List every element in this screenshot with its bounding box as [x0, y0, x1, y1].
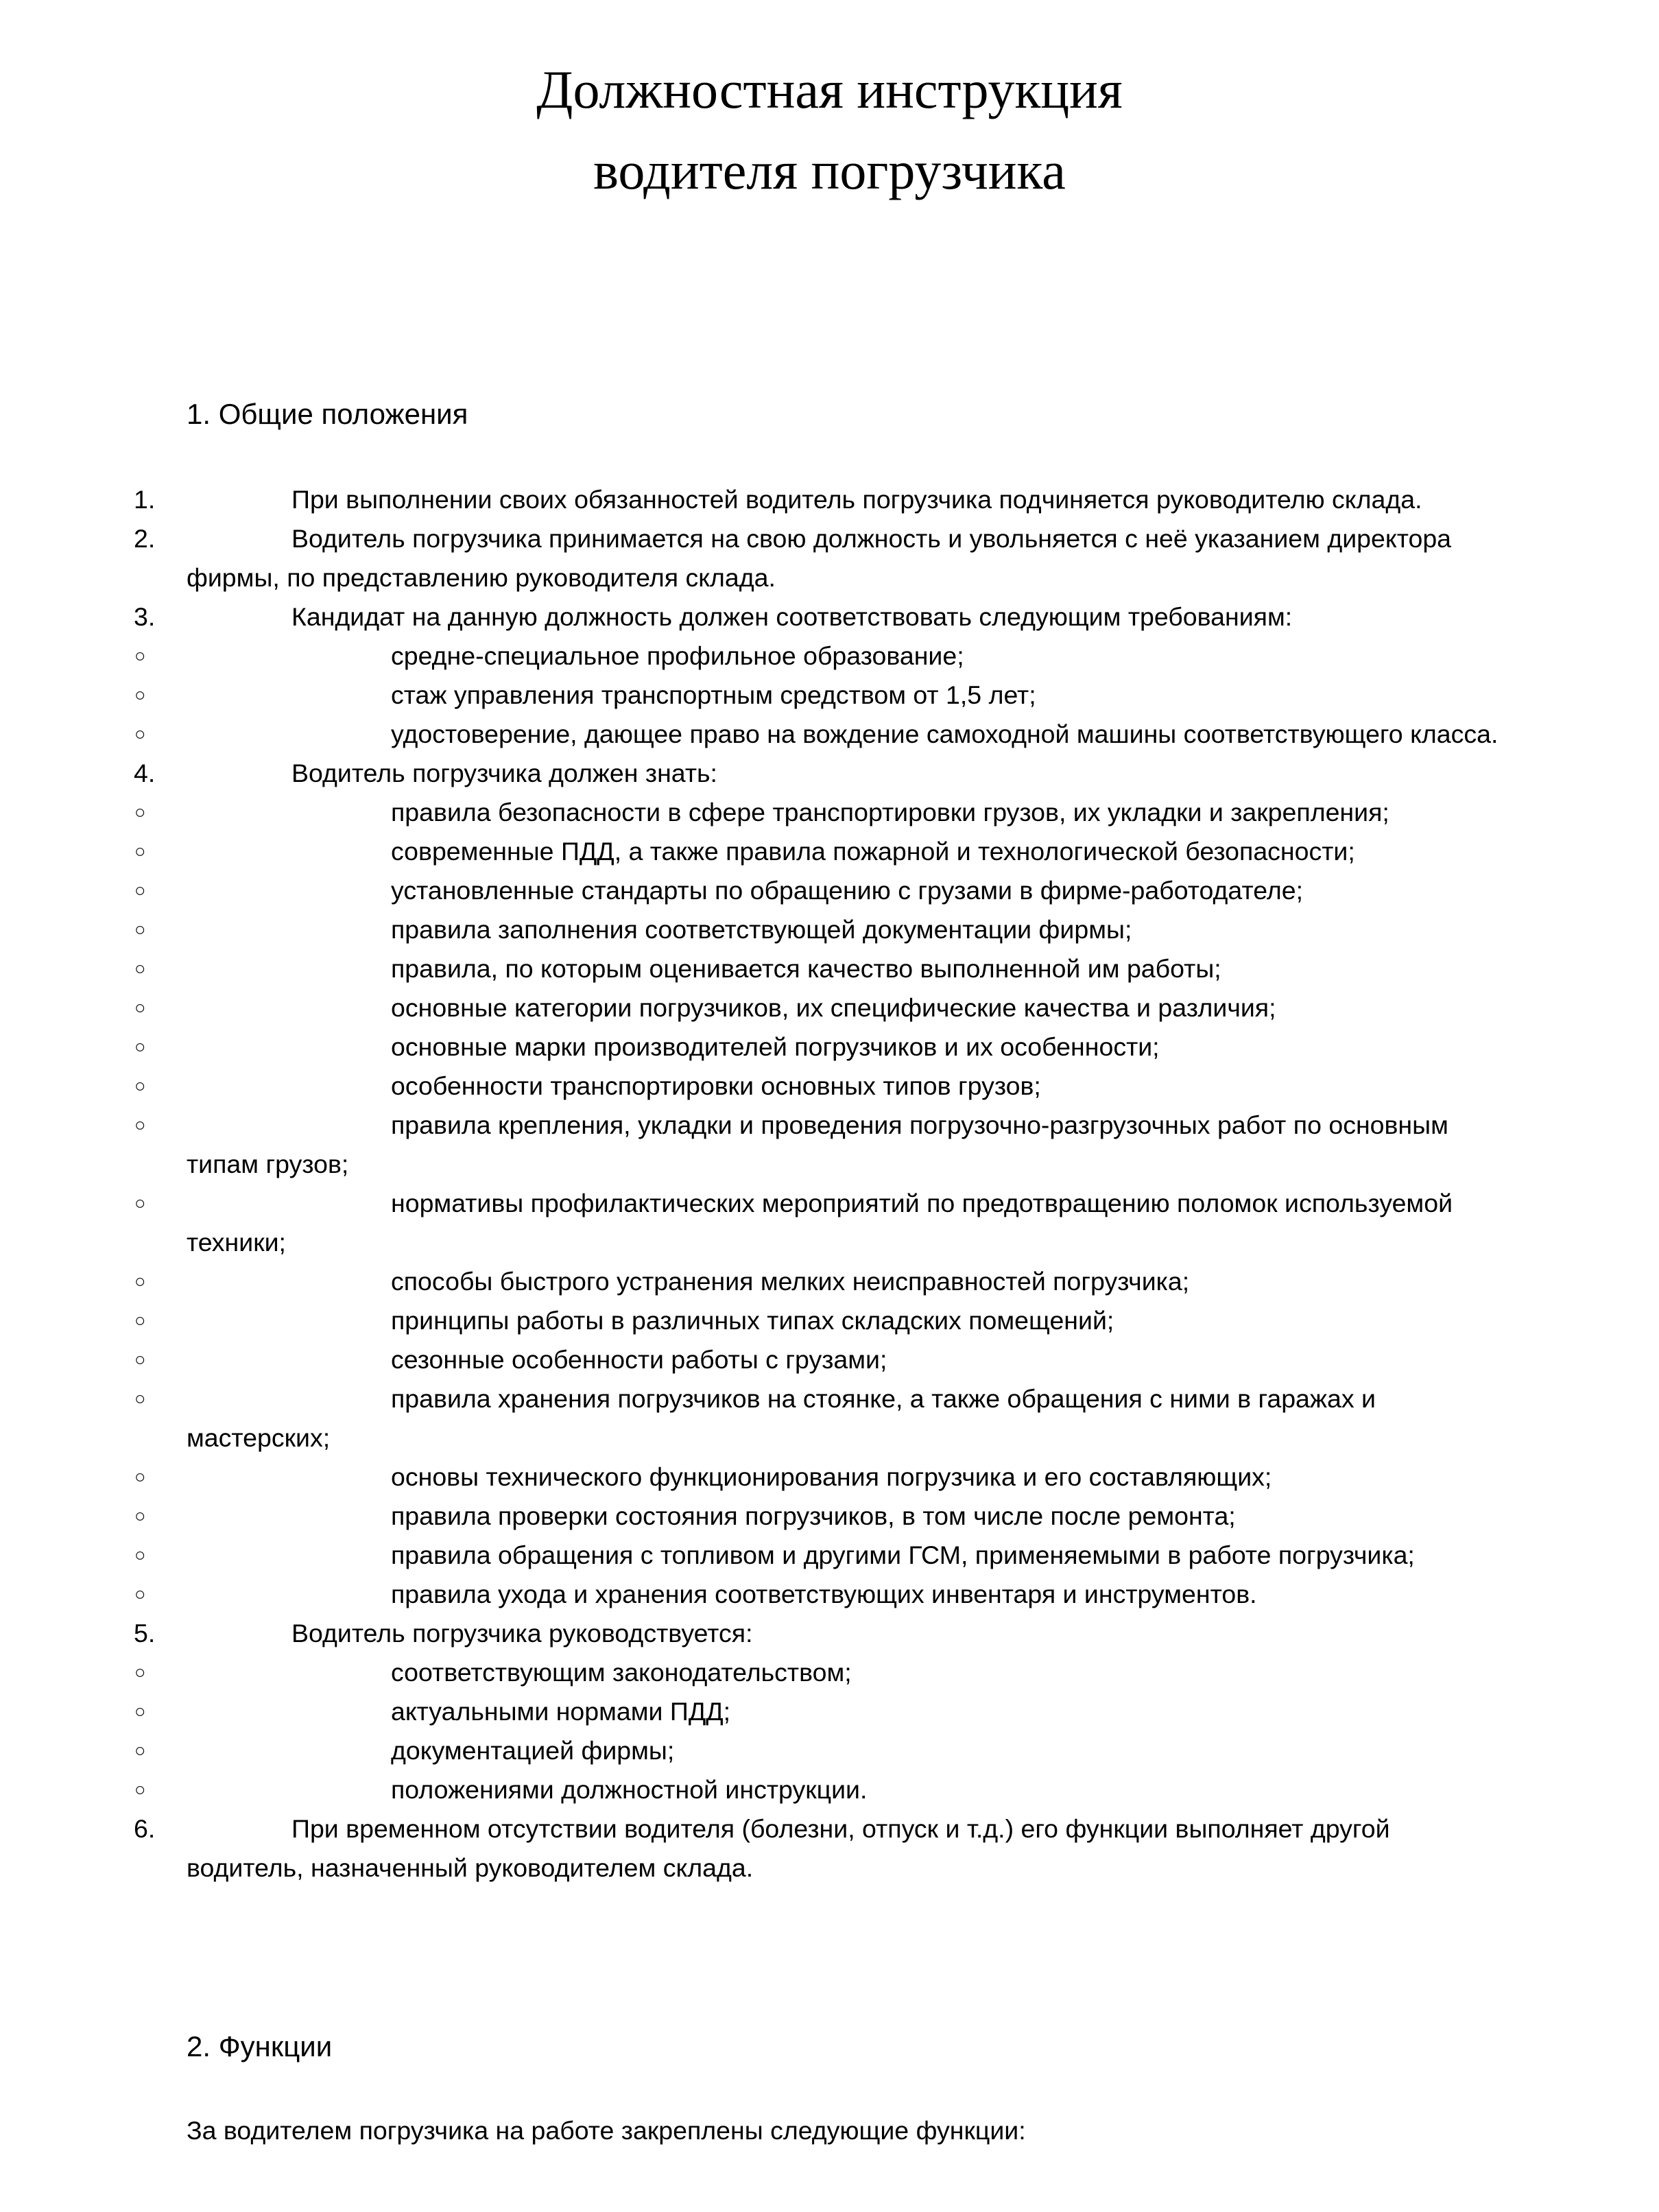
circle-bullet-icon: ○	[134, 958, 146, 979]
numbered-list-item	[0, 597, 1659, 637]
circle-bullet-icon: ○	[134, 841, 146, 861]
list-item-text: нормативы профилактических мероприятий по предотвращению поломок используемой техники;	[187, 1189, 1453, 1257]
list-item-text: стаж управления транспортным средством от 1,5 лет;	[391, 680, 1036, 709]
bullet-list-item	[0, 1184, 1659, 1262]
document-title-line-2: водителя погрузчика	[593, 141, 1066, 200]
circle-bullet-icon: ○	[134, 880, 146, 901]
circle-bullet-icon: ○	[134, 1740, 146, 1761]
bullet-list-item	[0, 988, 1659, 1027]
list-item-number: 5.	[134, 1619, 156, 1648]
list-item-text: правила хранения погрузчиков на стоянке, а также обращения с ними в гаражах и мастерских;	[187, 1384, 1376, 1452]
circle-bullet-icon: ○	[134, 1193, 146, 1213]
bullet-list-item	[0, 1106, 1659, 1184]
section-heading-general-provisions: 1. Общие положения	[187, 398, 468, 430]
bullet-list-item	[0, 793, 1659, 832]
numbered-list-item	[0, 754, 1659, 793]
bullet-list-item	[0, 910, 1659, 949]
numbered-list-item	[0, 519, 1659, 597]
circle-bullet-icon: ○	[134, 1388, 146, 1409]
bullet-list-item	[0, 1575, 1659, 1614]
list-item-text: При временном отсутствии водителя (болезни, отпуск и т.д.) его функции выполняет другой водитель, назначенный руководителем склада.	[187, 1814, 1390, 1882]
list-item-text: правила безопасности в сфере транспортировки грузов, их укладки и закрепления;	[391, 798, 1389, 826]
circle-bullet-icon: ○	[134, 1036, 146, 1057]
circle-bullet-icon: ○	[134, 1115, 146, 1135]
bullet-list-item	[0, 1653, 1659, 1692]
circle-bullet-icon: ○	[134, 1779, 146, 1800]
document-title-line-1: Должностная инструкция	[536, 60, 1123, 119]
circle-bullet-icon: ○	[134, 1466, 146, 1487]
bullet-list-item	[0, 1731, 1659, 1770]
list-item-text: правила ухода и хранения соответствующих инвентаря и инструментов.	[391, 1580, 1257, 1608]
list-item-text: основные категории погрузчиков, их специфические качества и различия;	[391, 993, 1276, 1022]
circle-bullet-icon: ○	[134, 1506, 146, 1526]
functions-intro-paragraph: За водителем погрузчика на работе закреплены следующие функции:	[187, 2116, 1026, 2145]
circle-bullet-icon: ○	[134, 802, 146, 822]
list-item-text: Водитель погрузчика должен знать:	[291, 759, 717, 787]
bullet-list-item	[0, 871, 1659, 910]
list-item-text: принципы работы в различных типах складских помещений;	[391, 1306, 1114, 1335]
circle-bullet-icon: ○	[134, 1662, 146, 1682]
circle-bullet-icon: ○	[134, 724, 146, 744]
list-item-text: средне-специальное профильное образование;	[391, 641, 964, 670]
list-item-text: удостоверение, дающее право на вождение самоходной машины соответствующего класса.	[391, 720, 1499, 748]
list-item-text: основные марки производителей погрузчиков и их особенности;	[391, 1032, 1160, 1061]
list-item-text: документацией фирмы;	[391, 1736, 675, 1765]
numbered-list-item	[0, 480, 1659, 519]
list-item-number: 2.	[134, 524, 156, 553]
bullet-list-item	[0, 832, 1659, 871]
list-item-number: 4.	[134, 759, 156, 787]
list-item-text: соответствующим законодательством;	[391, 1658, 852, 1687]
list-item-text: При выполнении своих обязанностей водитель погрузчика подчиняется руководителю склада.	[291, 485, 1422, 514]
list-item-number: 1.	[134, 485, 156, 514]
bullet-list-item	[0, 1536, 1659, 1575]
bullet-list-item	[0, 1458, 1659, 1497]
bullet-list-item	[0, 1770, 1659, 1809]
list-item-text: основы технического функционирования погрузчика и его составляющих;	[391, 1462, 1272, 1491]
circle-bullet-icon: ○	[134, 1349, 146, 1370]
list-item-text: актуальными нормами ПДД;	[391, 1697, 731, 1726]
bullet-list-item	[0, 1692, 1659, 1731]
list-item-text: Кандидат на данную должность должен соответствовать следующим требованиям:	[291, 602, 1293, 631]
section-heading-functions: 2. Функции	[187, 2030, 333, 2062]
bullet-list-item	[0, 1340, 1659, 1379]
bullet-list-item	[0, 1027, 1659, 1067]
list-item-text: особенности транспортировки основных типов грузов;	[391, 1071, 1041, 1100]
circle-bullet-icon: ○	[134, 1584, 146, 1604]
circle-bullet-icon: ○	[134, 1310, 146, 1331]
list-item-text: современные ПДД, а также правила пожарной и технологической безопасности;	[391, 837, 1355, 866]
bullet-list-item	[0, 1301, 1659, 1340]
bullet-list-item	[0, 949, 1659, 988]
bullet-list-item	[0, 1379, 1659, 1458]
list-item-text: способы быстрого устранения мелких неисправностей погрузчика;	[391, 1267, 1190, 1296]
bullet-list-item	[0, 676, 1659, 715]
bullet-list-item	[0, 1262, 1659, 1301]
bullet-list-item	[0, 1067, 1659, 1106]
circle-bullet-icon: ○	[134, 919, 146, 940]
circle-bullet-icon: ○	[134, 1075, 146, 1096]
list-item-text: правила крепления, укладки и проведения погрузочно-разгрузочных работ по основным типам грузов;	[187, 1110, 1448, 1178]
numbered-list-item	[0, 1809, 1659, 1888]
circle-bullet-icon: ○	[134, 685, 146, 705]
list-item-text: правила заполнения соответствующей документации фирмы;	[391, 915, 1132, 944]
list-item-text: сезонные особенности работы с грузами;	[391, 1345, 887, 1374]
circle-bullet-icon: ○	[134, 997, 146, 1018]
bullet-list-item	[0, 637, 1659, 676]
circle-bullet-icon: ○	[134, 645, 146, 666]
general-provisions-list	[0, 480, 1659, 1888]
list-item-text: Водитель погрузчика принимается на свою должность и увольняется с неё указанием директора фирмы, по представлению руководителя склада.	[187, 524, 1452, 592]
list-item-text: положениями должностной инструкции.	[391, 1775, 868, 1804]
bullet-list-item	[0, 715, 1659, 754]
list-item-text: правила проверки состояния погрузчиков, в том числе после ремонта;	[391, 1501, 1236, 1530]
list-item-text: установленные стандарты по обращению с грузами в фирме-работодателе;	[391, 876, 1303, 905]
circle-bullet-icon: ○	[134, 1545, 146, 1565]
circle-bullet-icon: ○	[134, 1701, 146, 1722]
list-item-text: Водитель погрузчика руководствуется:	[291, 1619, 753, 1648]
list-item-number: 6.	[134, 1814, 156, 1843]
circle-bullet-icon: ○	[134, 1271, 146, 1292]
bullet-list-item	[0, 1497, 1659, 1536]
numbered-list-item	[0, 1614, 1659, 1653]
list-item-number: 3.	[134, 602, 156, 631]
document-title	[0, 49, 1659, 211]
list-item-text: правила обращения с топливом и другими ГСМ, применяемыми в работе погрузчика;	[391, 1541, 1415, 1569]
list-item-text: правила, по которым оценивается качество выполненной им работы;	[391, 954, 1221, 983]
